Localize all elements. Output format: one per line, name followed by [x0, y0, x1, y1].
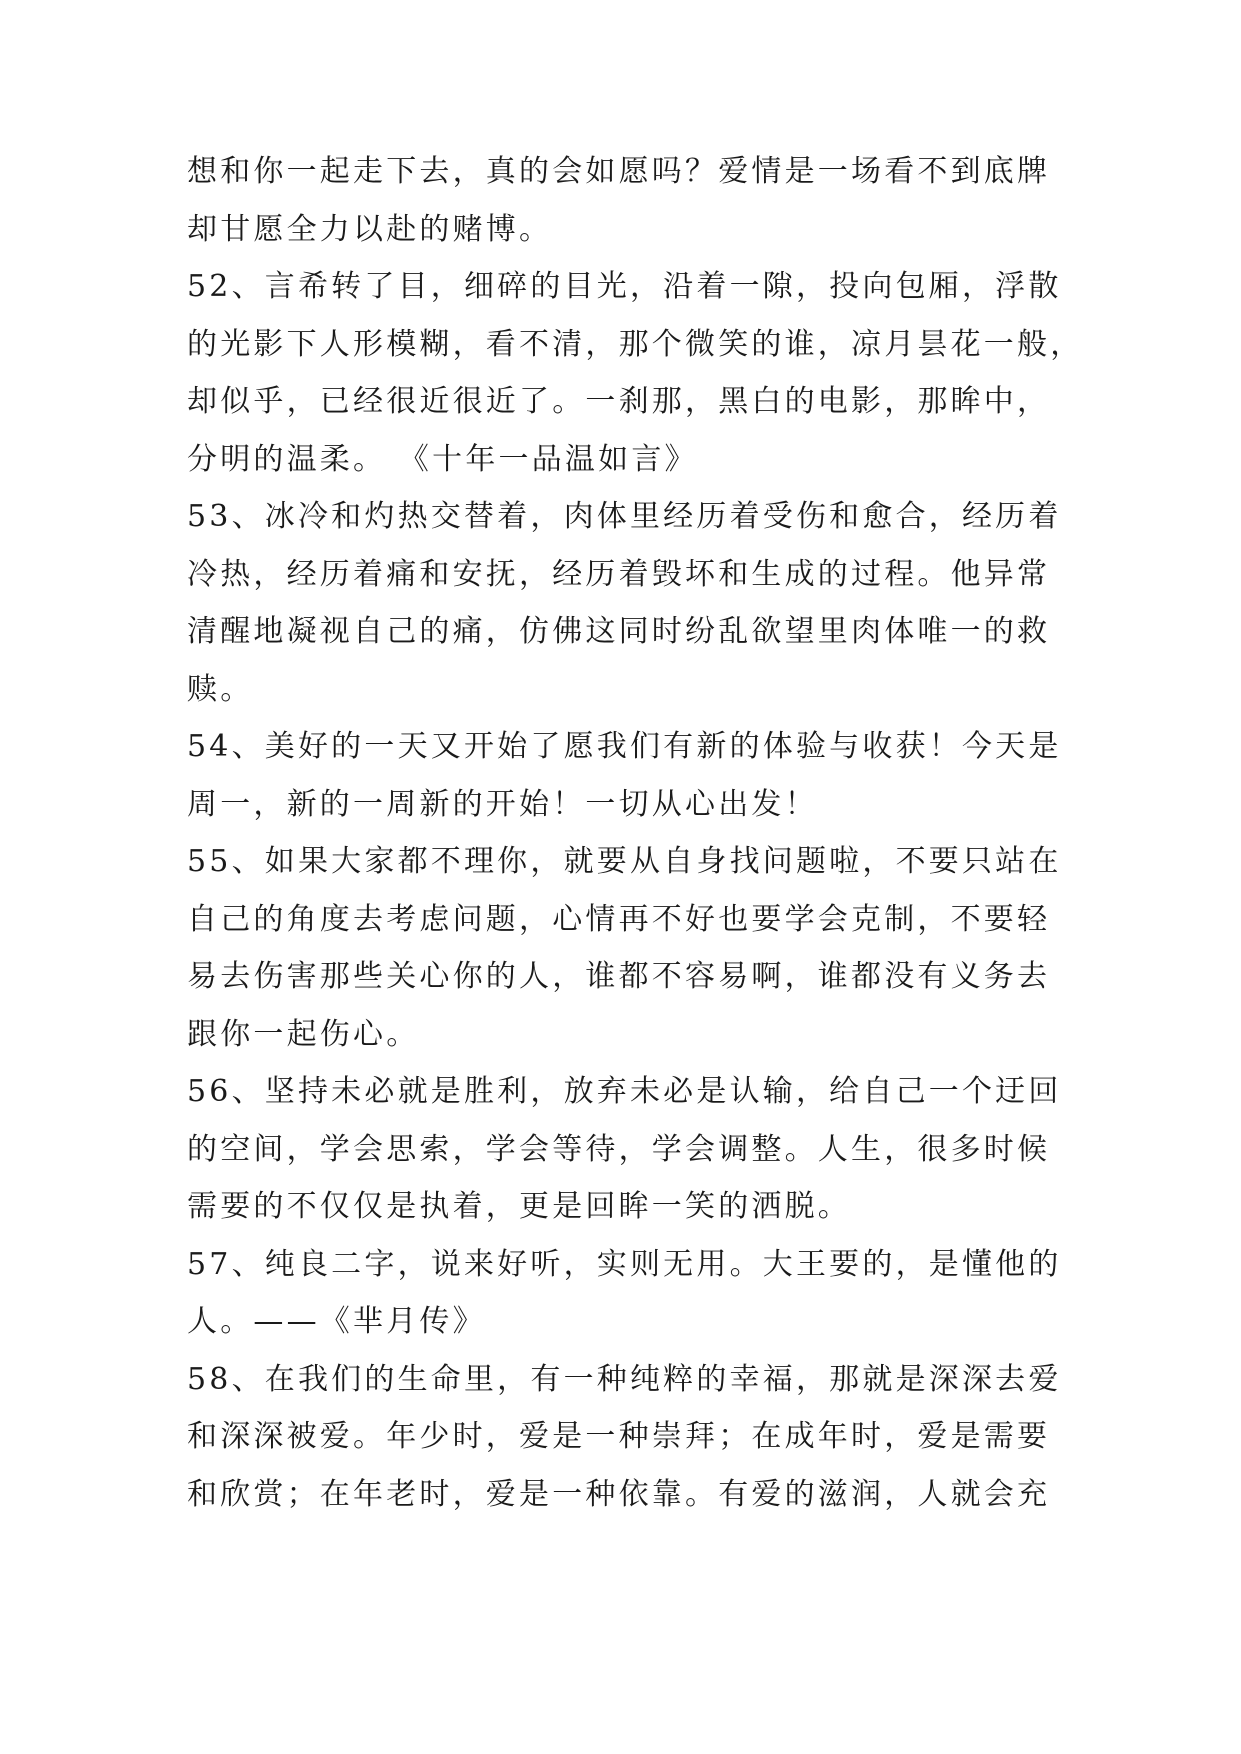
- text-line: 52、言希转了目，细碎的目光，沿着一隙，投向包厢，浮散: [187, 269, 1062, 304]
- text-line: 55、如果大家都不理你，就要从自身找问题啦，不要只站在: [187, 844, 1062, 879]
- text-line: 跟你一起伤心。: [187, 1016, 420, 1052]
- text-line: 58、在我们的生命里，有一种纯粹的幸福，那就是深深去爱: [187, 1361, 1062, 1397]
- text-line: 54、美好的一天又开始了愿我们有新的体验与收获！今天是: [187, 729, 1062, 764]
- text-line: 清醒地凝视自己的痛，仿佛这同时纷乱欲望里肉体唯一的救: [187, 614, 1051, 649]
- text-line: 想和你一起走下去，真的会如愿吗？爱情是一场看不到底牌: [187, 154, 1051, 189]
- text-line: 却甘愿全力以赴的赌博。: [187, 211, 553, 247]
- text-line: 的空间，学会思索，学会等待，学会调整。人生，很多时候: [187, 1131, 1051, 1167]
- text-line: 56、坚持未必就是胜利，放弃未必是认输，给自己一个迂回: [187, 1074, 1062, 1109]
- text-line: 分明的温柔。 《十年一品温如言》: [187, 441, 698, 477]
- text-line: 57、纯良二字，说来好听，实则无用。大王要的，是懂他的: [187, 1246, 1062, 1282]
- text-line: 赎。: [187, 671, 254, 707]
- text-line: 需要的不仅仅是执着，更是回眸一笑的洒脱。: [187, 1189, 851, 1224]
- text-line: 冷热，经历着痛和安抚，经历着毁坏和生成的过程。他异常: [187, 556, 1051, 592]
- text-line: 的光影下人形模糊，看不清，那个微笑的谁，凉月昙花一般，: [187, 326, 1084, 362]
- text-line: 周一，新的一周新的开始！一切从心出发！: [187, 786, 818, 822]
- text-line: 和欣赏；在年老时，爱是一种依靠。有爱的滋润，人就会充: [187, 1476, 1051, 1512]
- text-line: 却似乎，已经很近很近了。一刹那，黑白的电影，那眸中，: [187, 384, 1051, 419]
- body-text: [187, 143, 1087, 1523]
- text-line: 易去伤害那些关心你的人，谁都不容易啊，谁都没有义务去: [187, 959, 1051, 994]
- text-line: 53、冰冷和灼热交替着，肉体里经历着受伤和愈合，经历着: [187, 499, 1062, 534]
- text-line: 人。——《芈月传》: [187, 1304, 486, 1339]
- text-line: 和深深被爱。年少时，爱是一种崇拜；在成年时，爱是需要: [187, 1419, 1051, 1454]
- text-line: 自己的角度去考虑问题，心情再不好也要学会克制，不要轻: [187, 901, 1051, 937]
